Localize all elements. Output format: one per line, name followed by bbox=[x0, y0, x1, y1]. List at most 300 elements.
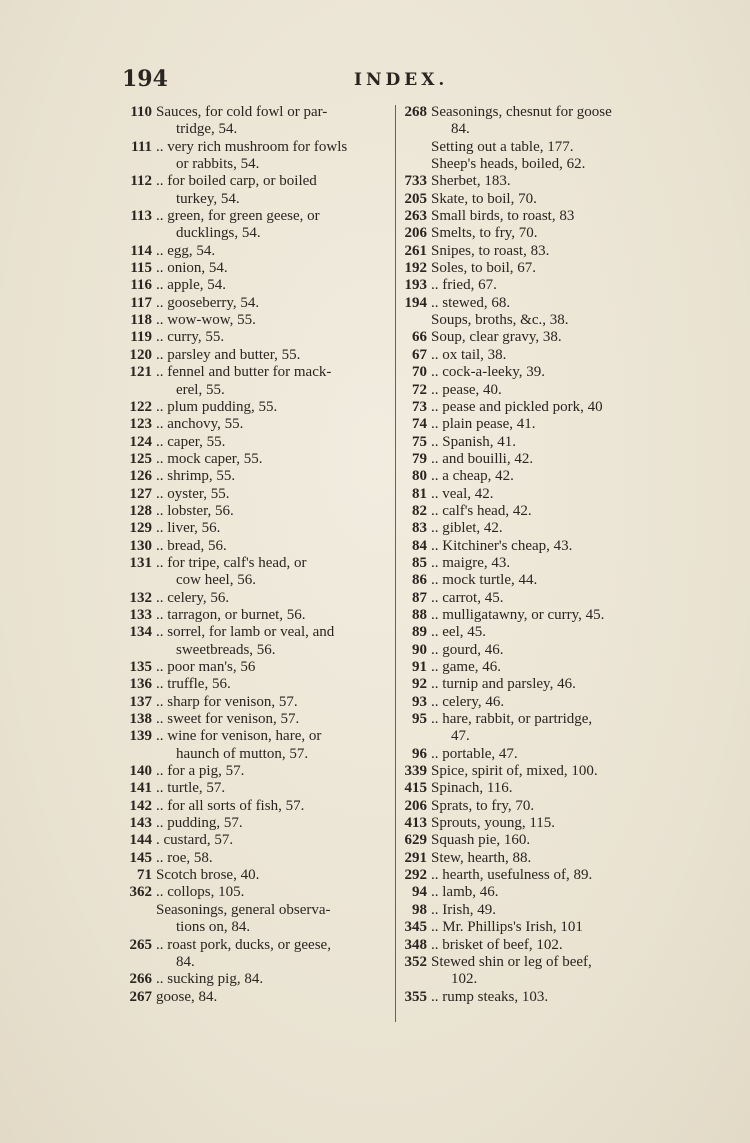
entry-text bbox=[431, 399, 669, 416]
entry-number: 415 bbox=[404, 780, 427, 797]
entry-number: 352 bbox=[404, 953, 427, 970]
entry-line: Spinach, 116. bbox=[431, 780, 513, 797]
entry-line: .. liver, 56. bbox=[156, 520, 221, 537]
entry-line: .. bread, 56. bbox=[156, 537, 227, 554]
entry-text bbox=[431, 954, 669, 989]
entry-number: 362 bbox=[129, 884, 152, 901]
index-entry bbox=[397, 607, 669, 624]
entry-number: 131 bbox=[129, 554, 152, 571]
entry-line: .. onion, 54. bbox=[156, 260, 228, 277]
entry-number: 89 bbox=[412, 624, 427, 641]
entry-continuation-line: 84. bbox=[451, 121, 470, 138]
entry-line: .. roast pork, ducks, or geese, bbox=[156, 936, 331, 953]
entry-text bbox=[431, 312, 669, 329]
entry-text bbox=[156, 277, 392, 294]
index-entry bbox=[120, 590, 392, 607]
entry-text bbox=[431, 104, 669, 139]
entry-number: 292 bbox=[404, 867, 427, 884]
index-entry bbox=[397, 364, 669, 381]
index-entry bbox=[120, 780, 392, 797]
entry-text bbox=[431, 867, 669, 884]
entry-number: 93 bbox=[412, 693, 427, 710]
entry-line: .. turtle, 57. bbox=[156, 780, 226, 797]
entry-line: .. for a pig, 57. bbox=[156, 763, 245, 780]
entry-text bbox=[156, 555, 392, 590]
index-entry bbox=[120, 399, 392, 416]
entry-number: 143 bbox=[129, 815, 152, 832]
entry-number: 85 bbox=[412, 554, 427, 571]
entry-line: .. turnip and parsley, 46. bbox=[431, 676, 576, 693]
index-entry bbox=[397, 832, 669, 849]
entry-text bbox=[431, 780, 669, 797]
entry-number: 206 bbox=[404, 797, 427, 814]
entry-number: 136 bbox=[129, 676, 152, 693]
entry-number: 91 bbox=[412, 659, 427, 675]
entry-text bbox=[156, 694, 392, 711]
entry-line: Seasonings, general observa- bbox=[156, 901, 331, 918]
entry-number: 206 bbox=[404, 225, 427, 242]
index-entry bbox=[120, 416, 392, 433]
index-entry bbox=[120, 347, 392, 364]
entry-text bbox=[431, 989, 669, 1006]
entry-text bbox=[431, 746, 669, 763]
entry-text bbox=[431, 347, 669, 364]
entry-number: 263 bbox=[404, 208, 427, 225]
index-entry bbox=[397, 694, 669, 711]
entry-text bbox=[431, 798, 669, 815]
entry-number: 130 bbox=[129, 537, 152, 554]
entry-number: 86 bbox=[412, 572, 427, 589]
index-entry bbox=[120, 763, 392, 780]
entry-line: .. giblet, 42. bbox=[431, 520, 503, 537]
entry-number: 266 bbox=[129, 971, 152, 988]
entry-number: 267 bbox=[129, 988, 152, 1005]
entry-number: 120 bbox=[129, 346, 152, 363]
index-entry bbox=[397, 382, 669, 399]
index-entry bbox=[397, 746, 669, 763]
entry-line: .. lamb, 46. bbox=[431, 884, 499, 901]
entry-number: 355 bbox=[404, 988, 427, 1005]
entry-text bbox=[431, 382, 669, 399]
index-entry bbox=[397, 486, 669, 503]
entry-number: 265 bbox=[129, 936, 152, 953]
entry-number: 140 bbox=[129, 763, 152, 780]
entry-text bbox=[156, 139, 392, 174]
entry-text bbox=[431, 590, 669, 607]
index-entry bbox=[397, 191, 669, 208]
entry-text bbox=[431, 364, 669, 381]
index-column-right bbox=[397, 104, 669, 1006]
index-entry bbox=[397, 468, 669, 485]
entry-number: 348 bbox=[404, 936, 427, 953]
entry-number: 135 bbox=[129, 659, 152, 675]
entry-text bbox=[156, 173, 392, 208]
entry-line: Seasonings, chesnut for goose bbox=[431, 104, 612, 120]
entry-number: 110 bbox=[130, 104, 152, 120]
entry-text bbox=[431, 850, 669, 867]
index-entry bbox=[397, 277, 669, 294]
index-entry bbox=[397, 434, 669, 451]
entry-line: .. for all sorts of fish, 57. bbox=[156, 797, 305, 814]
entry-line: .. sweet for venison, 57. bbox=[156, 711, 300, 728]
entry-line: Smelts, to fry, 70. bbox=[431, 225, 538, 242]
entry-line: .. stewed, 68. bbox=[431, 294, 511, 311]
entry-line: Snipes, to roast, 83. bbox=[431, 242, 550, 259]
entry-text bbox=[431, 225, 669, 242]
entry-number: 127 bbox=[129, 485, 152, 502]
entry-line: .. shrimp, 55. bbox=[156, 468, 236, 485]
entry-line: Squash pie, 160. bbox=[431, 832, 531, 849]
entry-text bbox=[431, 486, 669, 503]
index-entry bbox=[120, 711, 392, 728]
entry-text bbox=[156, 208, 392, 243]
entry-text bbox=[431, 416, 669, 433]
entry-text bbox=[431, 538, 669, 555]
index-entry bbox=[397, 173, 669, 190]
index-entry bbox=[120, 260, 392, 277]
entry-continuation-line: 102. bbox=[451, 971, 478, 988]
entry-number: 122 bbox=[129, 398, 152, 415]
entry-line: .. sucking pig, 84. bbox=[156, 971, 264, 988]
entry-number: 138 bbox=[129, 711, 152, 728]
index-entry bbox=[120, 937, 392, 972]
entry-text bbox=[431, 260, 669, 277]
entry-text bbox=[156, 850, 392, 867]
index-entry bbox=[397, 624, 669, 641]
index-entry bbox=[120, 104, 392, 139]
index-entry bbox=[120, 659, 392, 676]
index-entry bbox=[397, 572, 669, 589]
index-entry bbox=[397, 416, 669, 433]
entry-text bbox=[156, 416, 392, 433]
index-entry bbox=[397, 590, 669, 607]
entry-number: 261 bbox=[404, 242, 427, 259]
entry-text bbox=[156, 937, 392, 972]
entry-number: 71 bbox=[137, 867, 152, 884]
entry-text bbox=[156, 989, 392, 1006]
entry-text bbox=[156, 260, 392, 277]
entry-text bbox=[156, 884, 392, 901]
entry-line: .. rump steaks, 103. bbox=[431, 988, 549, 1005]
index-entry bbox=[397, 295, 669, 312]
entry-text bbox=[431, 694, 669, 711]
index-entry bbox=[120, 624, 392, 659]
entry-number: 81 bbox=[412, 485, 427, 502]
entry-line: .. egg, 54. bbox=[156, 242, 216, 259]
index-entry bbox=[120, 312, 392, 329]
entry-line: .. poor man's, 56 bbox=[156, 659, 256, 675]
entry-line: .. oyster, 55. bbox=[156, 485, 230, 502]
entry-text bbox=[156, 538, 392, 555]
index-entry bbox=[397, 676, 669, 693]
entry-text bbox=[431, 884, 669, 901]
entry-text bbox=[431, 243, 669, 260]
entry-text bbox=[431, 329, 669, 346]
entry-text bbox=[431, 642, 669, 659]
entry-continuation-line: turkey, 54. bbox=[176, 190, 240, 207]
entry-line: .. game, 46. bbox=[431, 659, 501, 675]
entry-text bbox=[156, 399, 392, 416]
index-entry bbox=[397, 642, 669, 659]
entry-line: .. curry, 55. bbox=[156, 329, 225, 346]
index-entry bbox=[120, 486, 392, 503]
entry-text bbox=[431, 763, 669, 780]
entry-line: .. pease, 40. bbox=[431, 381, 502, 398]
entry-line: .. celery, 56. bbox=[156, 589, 230, 606]
entry-line: .. for boiled carp, or boiled bbox=[156, 173, 317, 190]
entry-text bbox=[156, 347, 392, 364]
running-head: INDEX. bbox=[354, 70, 449, 90]
entry-line: .. sorrel, for lamb or veal, and bbox=[156, 624, 335, 641]
entry-number: 117 bbox=[130, 294, 152, 311]
entry-number: 134 bbox=[129, 624, 152, 641]
entry-continuation-line: ducklings, 54. bbox=[176, 225, 261, 242]
entry-line: .. wow-wow, 55. bbox=[156, 312, 256, 329]
entry-text bbox=[431, 434, 669, 451]
entry-number: 145 bbox=[129, 849, 152, 866]
entry-text bbox=[156, 659, 392, 676]
entry-line: .. plain pease, 41. bbox=[431, 416, 536, 433]
entry-line: .. Mr. Phillips's Irish, 101 bbox=[431, 919, 583, 936]
entry-line: .. eel, 45. bbox=[431, 624, 486, 641]
entry-number: 72 bbox=[412, 381, 427, 398]
entry-number: 129 bbox=[129, 520, 152, 537]
entry-line: .. sharp for venison, 57. bbox=[156, 693, 298, 710]
entry-number: 139 bbox=[129, 728, 152, 745]
entry-line: .. hare, rabbit, or partridge, bbox=[431, 711, 593, 728]
entry-line: Sprats, to fry, 70. bbox=[431, 797, 535, 814]
entry-text bbox=[156, 971, 392, 988]
index-entry bbox=[397, 156, 669, 173]
entry-number: 111 bbox=[131, 138, 152, 155]
entry-line: .. ox tail, 38. bbox=[431, 346, 507, 363]
entry-line: Scotch brose, 40. bbox=[156, 867, 260, 884]
entry-line: Small birds, to roast, 83 bbox=[431, 208, 575, 225]
index-entry bbox=[397, 989, 669, 1006]
column-divider bbox=[395, 105, 396, 1022]
entry-text bbox=[431, 555, 669, 572]
index-entry bbox=[397, 225, 669, 242]
index-entry bbox=[397, 850, 669, 867]
index-entry bbox=[120, 989, 392, 1006]
entry-text bbox=[431, 937, 669, 954]
entry-line: Sprouts, young, 115. bbox=[431, 815, 556, 832]
entry-line: .. caper, 55. bbox=[156, 433, 226, 450]
entry-line: .. mock caper, 55. bbox=[156, 450, 263, 467]
index-entry bbox=[397, 347, 669, 364]
entry-line: Spice, spirit of, mixed, 100. bbox=[431, 763, 598, 780]
entry-line: .. green, for green geese, or bbox=[156, 208, 320, 225]
entry-line: .. celery, 46. bbox=[431, 693, 505, 710]
entry-line: Sherbet, 183. bbox=[431, 173, 511, 190]
entry-text bbox=[431, 659, 669, 676]
entry-line: .. lobster, 56. bbox=[156, 502, 234, 519]
entry-text bbox=[431, 919, 669, 936]
entry-text bbox=[431, 451, 669, 468]
entry-text bbox=[156, 590, 392, 607]
index-entry bbox=[397, 659, 669, 676]
entry-number: 192 bbox=[404, 260, 427, 277]
entry-number: 629 bbox=[404, 832, 427, 849]
index-entry bbox=[397, 919, 669, 936]
entry-number: 125 bbox=[129, 450, 152, 467]
entry-line: Soup, clear gravy, 38. bbox=[431, 329, 562, 346]
index-entry bbox=[120, 434, 392, 451]
entry-number: 83 bbox=[412, 520, 427, 537]
entry-text bbox=[156, 711, 392, 728]
index-entry bbox=[120, 520, 392, 537]
entry-line: .. tarragon, or burnet, 56. bbox=[156, 606, 306, 623]
entry-number: 268 bbox=[404, 104, 427, 120]
entry-number: 128 bbox=[129, 502, 152, 519]
entry-text bbox=[431, 607, 669, 624]
entry-text bbox=[431, 208, 669, 225]
entry-number: 73 bbox=[412, 398, 427, 415]
entry-line: .. brisket of beef, 102. bbox=[431, 936, 563, 953]
entry-text bbox=[156, 468, 392, 485]
entry-line: .. collops, 105. bbox=[156, 884, 245, 901]
entry-text bbox=[431, 139, 669, 156]
index-entry bbox=[120, 798, 392, 815]
entry-line: .. fennel and butter for mack- bbox=[156, 364, 332, 381]
index-entry bbox=[397, 867, 669, 884]
index-entry bbox=[120, 884, 392, 901]
entry-text bbox=[156, 364, 392, 399]
entry-number: 114 bbox=[130, 242, 152, 259]
entry-text bbox=[431, 520, 669, 537]
entry-number: 137 bbox=[129, 693, 152, 710]
entry-line: .. Spanish, 41. bbox=[431, 433, 517, 450]
entry-number: 90 bbox=[412, 641, 427, 658]
entry-number: 79 bbox=[412, 450, 427, 467]
entry-number: 413 bbox=[404, 815, 427, 832]
entry-line: .. plum pudding, 55. bbox=[156, 398, 278, 415]
index-entry bbox=[120, 607, 392, 624]
entry-text bbox=[431, 277, 669, 294]
entry-line: .. calf's head, 42. bbox=[431, 502, 532, 519]
entry-line: .. Kitchiner's cheap, 43. bbox=[431, 537, 573, 554]
entry-text bbox=[431, 503, 669, 520]
entry-number: 70 bbox=[412, 364, 427, 381]
entry-line: .. parsley and butter, 55. bbox=[156, 346, 301, 363]
entry-text bbox=[156, 312, 392, 329]
entry-text bbox=[431, 676, 669, 693]
entry-number: 87 bbox=[412, 589, 427, 606]
index-entry bbox=[120, 139, 392, 174]
entry-number: 74 bbox=[412, 416, 427, 433]
entry-line: .. Irish, 49. bbox=[431, 901, 496, 918]
entry-number: 94 bbox=[412, 884, 427, 901]
entry-text bbox=[156, 607, 392, 624]
entry-text bbox=[431, 173, 669, 190]
entry-continuation-line: tridge, 54. bbox=[176, 121, 238, 138]
index-entry bbox=[397, 902, 669, 919]
index-entry bbox=[120, 243, 392, 260]
entry-text bbox=[156, 104, 392, 139]
index-entry bbox=[120, 850, 392, 867]
index-entry bbox=[120, 295, 392, 312]
index-entry bbox=[120, 364, 392, 399]
index-entry bbox=[397, 780, 669, 797]
entry-line: .. mulligatawny, or curry, 45. bbox=[431, 606, 605, 623]
entry-line: .. anchovy, 55. bbox=[156, 416, 244, 433]
entry-text bbox=[156, 434, 392, 451]
index-entry bbox=[397, 763, 669, 780]
index-entry bbox=[397, 954, 669, 989]
index-entry bbox=[397, 937, 669, 954]
index-entry bbox=[120, 173, 392, 208]
index-entry bbox=[120, 277, 392, 294]
index-entry bbox=[397, 312, 669, 329]
index-entry bbox=[397, 711, 669, 746]
entry-line: Soups, broths, &c., 38. bbox=[431, 312, 569, 329]
entry-number: 84 bbox=[412, 537, 427, 554]
entry-number: 124 bbox=[129, 433, 152, 450]
index-entry bbox=[120, 538, 392, 555]
entry-line: Sauces, for cold fowl or par- bbox=[156, 104, 328, 120]
entry-text bbox=[156, 902, 392, 937]
index-entry bbox=[120, 451, 392, 468]
entry-text bbox=[431, 191, 669, 208]
index-entry bbox=[397, 208, 669, 225]
entry-number: 75 bbox=[412, 433, 427, 450]
entry-number: 113 bbox=[130, 208, 152, 225]
index-entry bbox=[397, 451, 669, 468]
entry-text bbox=[431, 711, 669, 746]
entry-number: 95 bbox=[412, 711, 427, 728]
entry-text bbox=[156, 832, 392, 849]
entry-number: 80 bbox=[412, 468, 427, 485]
entry-number: 98 bbox=[412, 901, 427, 918]
entry-number: 123 bbox=[129, 416, 152, 433]
entry-line: Soles, to boil, 67. bbox=[431, 260, 537, 277]
entry-line: .. hearth, usefulness of, 89. bbox=[431, 867, 593, 884]
entry-number: 112 bbox=[130, 173, 152, 190]
entry-line: .. for tripe, calf's head, or bbox=[156, 554, 307, 571]
entry-line: .. mock turtle, 44. bbox=[431, 572, 538, 589]
index-entry bbox=[397, 139, 669, 156]
entry-number: 92 bbox=[412, 676, 427, 693]
entry-text bbox=[156, 676, 392, 693]
index-entry bbox=[397, 815, 669, 832]
entry-text bbox=[431, 624, 669, 641]
entry-text bbox=[431, 815, 669, 832]
entry-continuation-line: 47. bbox=[451, 728, 470, 745]
index-entry bbox=[120, 329, 392, 346]
entry-number: 116 bbox=[130, 277, 152, 294]
entry-line: .. pease and pickled pork, 40 bbox=[431, 398, 603, 415]
index-entry bbox=[120, 867, 392, 884]
index-entry bbox=[120, 971, 392, 988]
index-entry bbox=[120, 902, 392, 937]
entry-line: . custard, 57. bbox=[156, 832, 234, 849]
entry-text bbox=[156, 624, 392, 659]
entry-number: 82 bbox=[412, 502, 427, 519]
entry-line: Stewed shin or leg of beef, bbox=[431, 953, 592, 970]
entry-line: .. very rich mushroom for fowls bbox=[156, 138, 348, 155]
entry-line: .. maigre, 43. bbox=[431, 554, 511, 571]
entry-text bbox=[431, 468, 669, 485]
entry-line: .. veal, 42. bbox=[431, 485, 494, 502]
entry-number: 194 bbox=[404, 294, 427, 311]
entry-number: 193 bbox=[404, 277, 427, 294]
entry-line: .. pudding, 57. bbox=[156, 815, 243, 832]
entry-continuation-line: cow heel, 56. bbox=[176, 572, 256, 589]
entry-number: 291 bbox=[404, 849, 427, 866]
entry-line: .. portable, 47. bbox=[431, 745, 518, 762]
index-entry bbox=[120, 468, 392, 485]
index-entry bbox=[397, 260, 669, 277]
